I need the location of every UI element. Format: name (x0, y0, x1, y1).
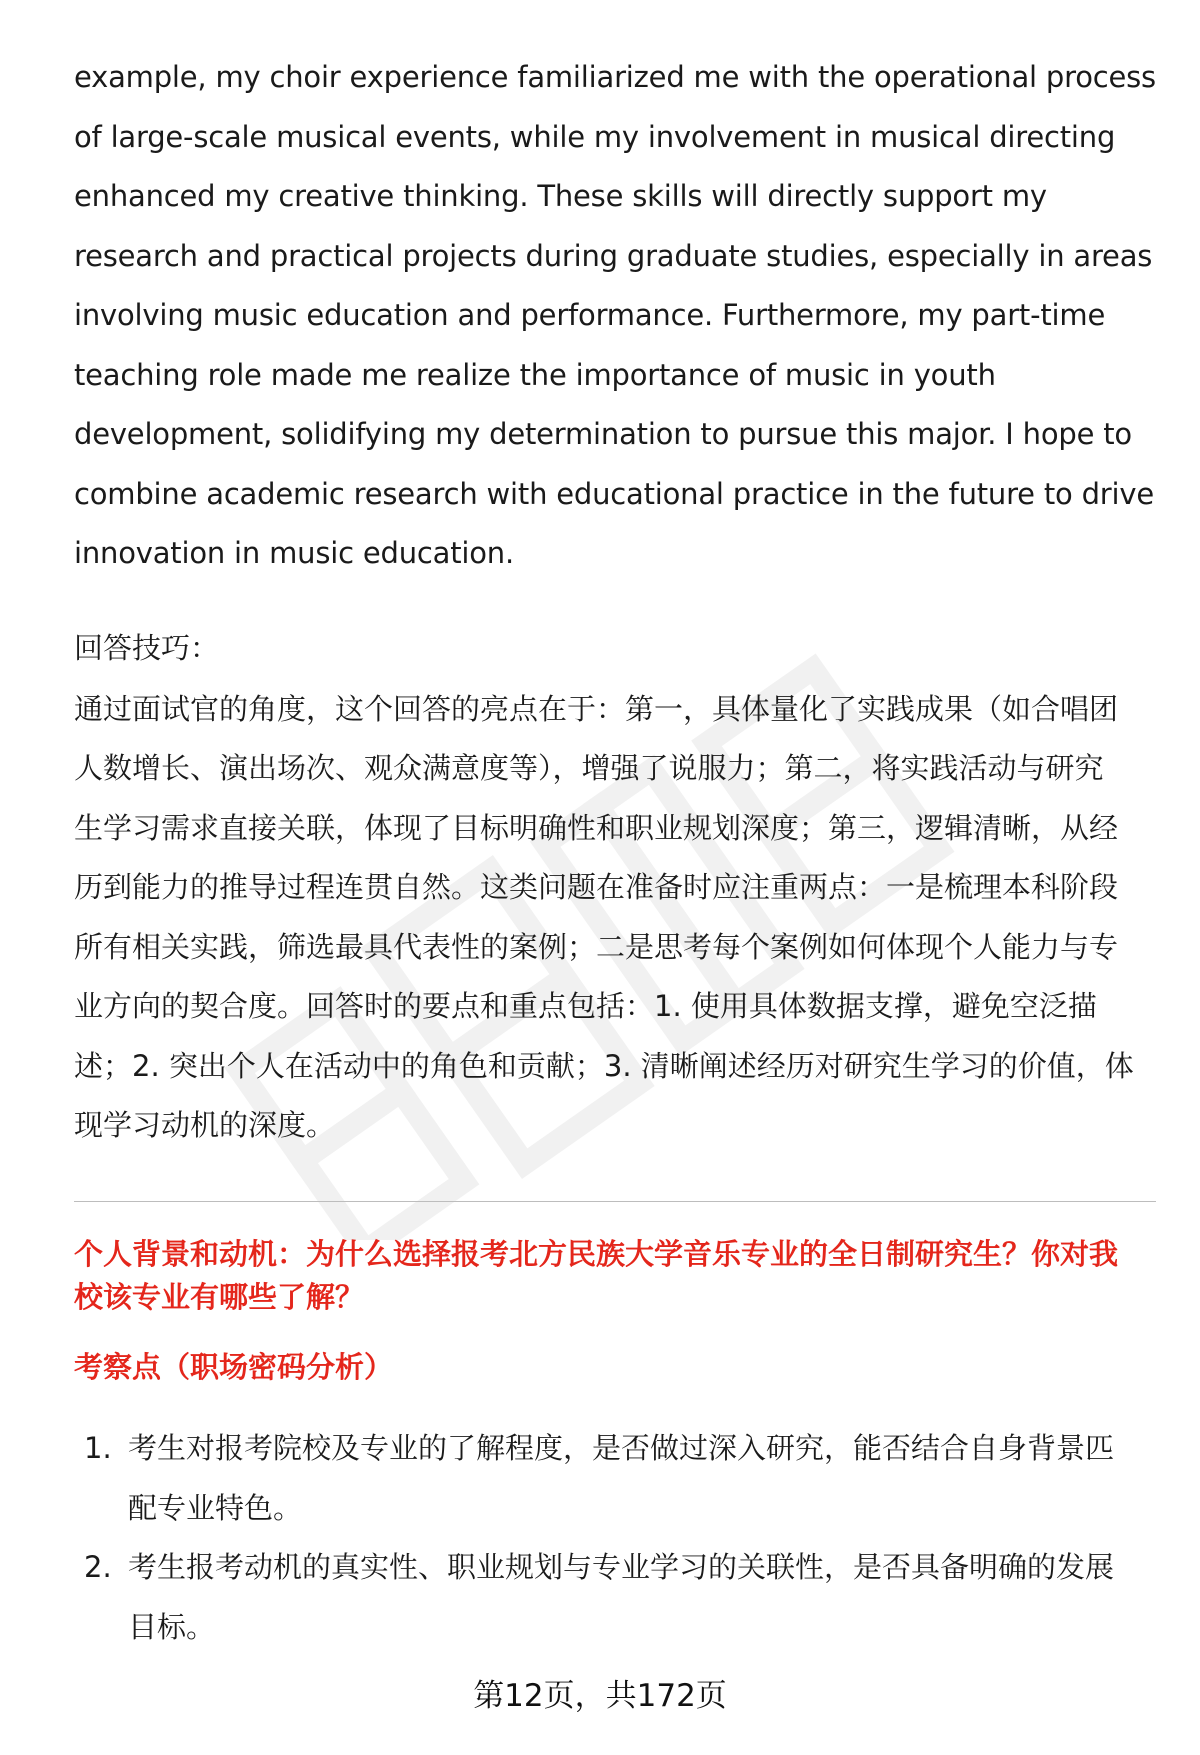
question-title-line: 校该专业有哪些了解？ (74, 1280, 365, 1314)
analysis-heading: 考察点（职场密码分析） (74, 1350, 394, 1384)
paragraph-line: research and practical projects during graduate studies, especially in areas (74, 238, 1153, 273)
paragraph-line: 业方向的契合度。回答时的要点和重点包括：1. 使用具体数据支撑，避免空泛描 (74, 989, 1097, 1023)
list-item-number: 2. (84, 1550, 112, 1584)
paragraph-line: 现学习动机的深度。 (74, 1108, 336, 1142)
list-item-line: 配专业特色。 (128, 1490, 303, 1525)
list-item-line: 考生报考动机的真实性、职业规划与专业学习的关联性，是否具备明确的发展 (128, 1550, 1115, 1584)
document-body (74, 48, 1154, 1156)
list-item (74, 1419, 1156, 1538)
paragraph-line: innovation in music education. (74, 536, 514, 570)
paragraph-line: involving music education and performance. Furthermore, my part-time (74, 298, 1106, 332)
paragraph-line: 人数增长、演出场次、观众满意度等），增强了说服力；第二，将实践活动与研究 (74, 751, 1104, 785)
paragraph-line: 生学习需求直接关联，体现了目标明确性和职业规划深度；第三，逻辑清晰，从经 (74, 810, 1119, 845)
question-title-line: 个人背景和动机：为什么选择报考北方民族大学音乐专业的全日制研究生？你对我 (74, 1237, 1119, 1271)
paragraph-line: of large-scale musical events, while my involvement in musical directing (74, 119, 1116, 154)
english-answer-paragraph (74, 48, 1154, 584)
paragraph-line: 历到能力的推导过程连贯自然。这类问题在准备时应注重两点：一是梳理本科阶段 (74, 870, 1119, 904)
tips-label: 回答技巧： (74, 630, 220, 665)
list-item (74, 1538, 1156, 1657)
page-number-footer: 第12页，共172页 (473, 1678, 727, 1714)
list-item-number: 1. (84, 1431, 112, 1465)
question-title (74, 1233, 1156, 1319)
paragraph-line: enhanced my creative thinking. These skills will directly support my (74, 179, 1047, 213)
tips-paragraph (74, 680, 1154, 1156)
section-divider (74, 1201, 1156, 1202)
paragraph-line: example, my choir experience familiarized me with the operational process (74, 60, 1156, 94)
paragraph-line: 所有相关实践，筛选最具代表性的案例；二是思考每个案例如何体现个人能力与专 (74, 929, 1119, 964)
paragraph-line: teaching role made me realize the importance of music in youth (74, 357, 996, 392)
paragraph-line: 述；2. 突出个人在活动中的角色和贡献；3. 清晰阐述经历对研究生学习的价值，体 (74, 1048, 1134, 1083)
paragraph-line: development, solidifying my determination to pursue this major. I hope to (74, 417, 1132, 451)
paragraph-line: combine academic research with educational practice in the future to drive (74, 476, 1154, 511)
list-item-line: 目标。 (128, 1609, 216, 1644)
analysis-list (74, 1419, 1156, 1657)
list-item-line: 考生对报考院校及专业的了解程度，是否做过深入研究，能否结合自身背景匹 (128, 1431, 1115, 1465)
paragraph-line: 通过面试官的角度，这个回答的亮点在于：第一，具体量化了实践成果（如合唱团 (74, 691, 1119, 726)
